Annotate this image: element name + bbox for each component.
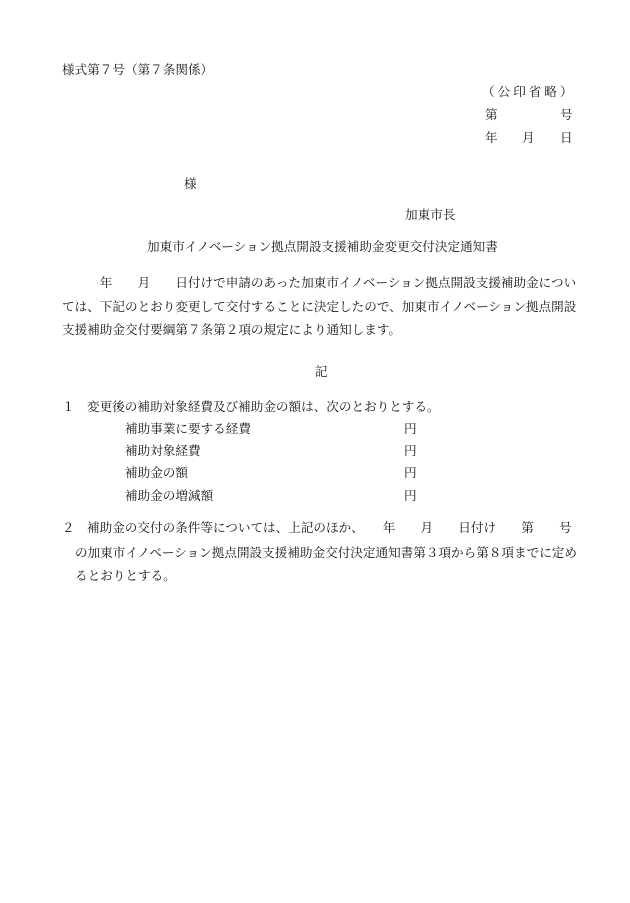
amount-row-unit: 円 <box>404 443 417 458</box>
ki-heading: 記 <box>315 364 328 379</box>
item-number: ２ <box>62 520 75 535</box>
amount-row-unit: 円 <box>404 465 417 480</box>
date-day-label: 日 <box>560 130 573 145</box>
body-line: 年 月 日付けで申請のあった加東市イノベーション拠点開設支援補助金につい <box>62 275 577 290</box>
amount-row-unit: 円 <box>404 488 417 503</box>
date-year-label: 年 <box>485 130 498 145</box>
item-number: １ <box>62 399 75 414</box>
addressee-honorific: 様 <box>184 176 197 191</box>
amount-row-label: 補助金の額 <box>125 465 188 480</box>
item-text: 変更後の補助対象経費及び補助金の額は、次のとおりとする。 <box>87 399 440 414</box>
issuer-name: 加東市長 <box>405 207 456 222</box>
form-number-label: 様式第７号（第７条関係） <box>62 62 214 77</box>
item-text-line: の加東市イノベーション拠点開設支援補助金交付決定通知書第３項から第８項までに定め <box>75 545 577 560</box>
amount-row-label: 補助金の増減額 <box>125 488 214 503</box>
date-month-label: 月 <box>522 130 535 145</box>
body-line: ては、下記のとおり変更して交付することに決定したので、加東市イノベーション拠点開設 <box>62 299 577 314</box>
amount-row-unit: 円 <box>404 421 417 436</box>
document-number-suffix: 号 <box>560 107 573 122</box>
seal-omitted-note: （公印省略） <box>482 84 576 99</box>
item-text-line: るとおりとする。 <box>75 568 176 583</box>
amount-row-label: 補助事業に要する経費 <box>125 421 251 436</box>
amount-row-label: 補助対象経費 <box>125 443 201 458</box>
document-title: 加東市イノベーション拠点開設支援補助金変更交付決定通知書 <box>147 239 498 254</box>
body-line: 支援補助金交付要綱第７条第２項の規定により通知します。 <box>62 322 402 337</box>
document-number-prefix: 第 <box>485 107 498 122</box>
item-text-line: 補助金の交付の条件等については、上記のほか、 年 月 日付け 第 号 <box>87 520 572 535</box>
